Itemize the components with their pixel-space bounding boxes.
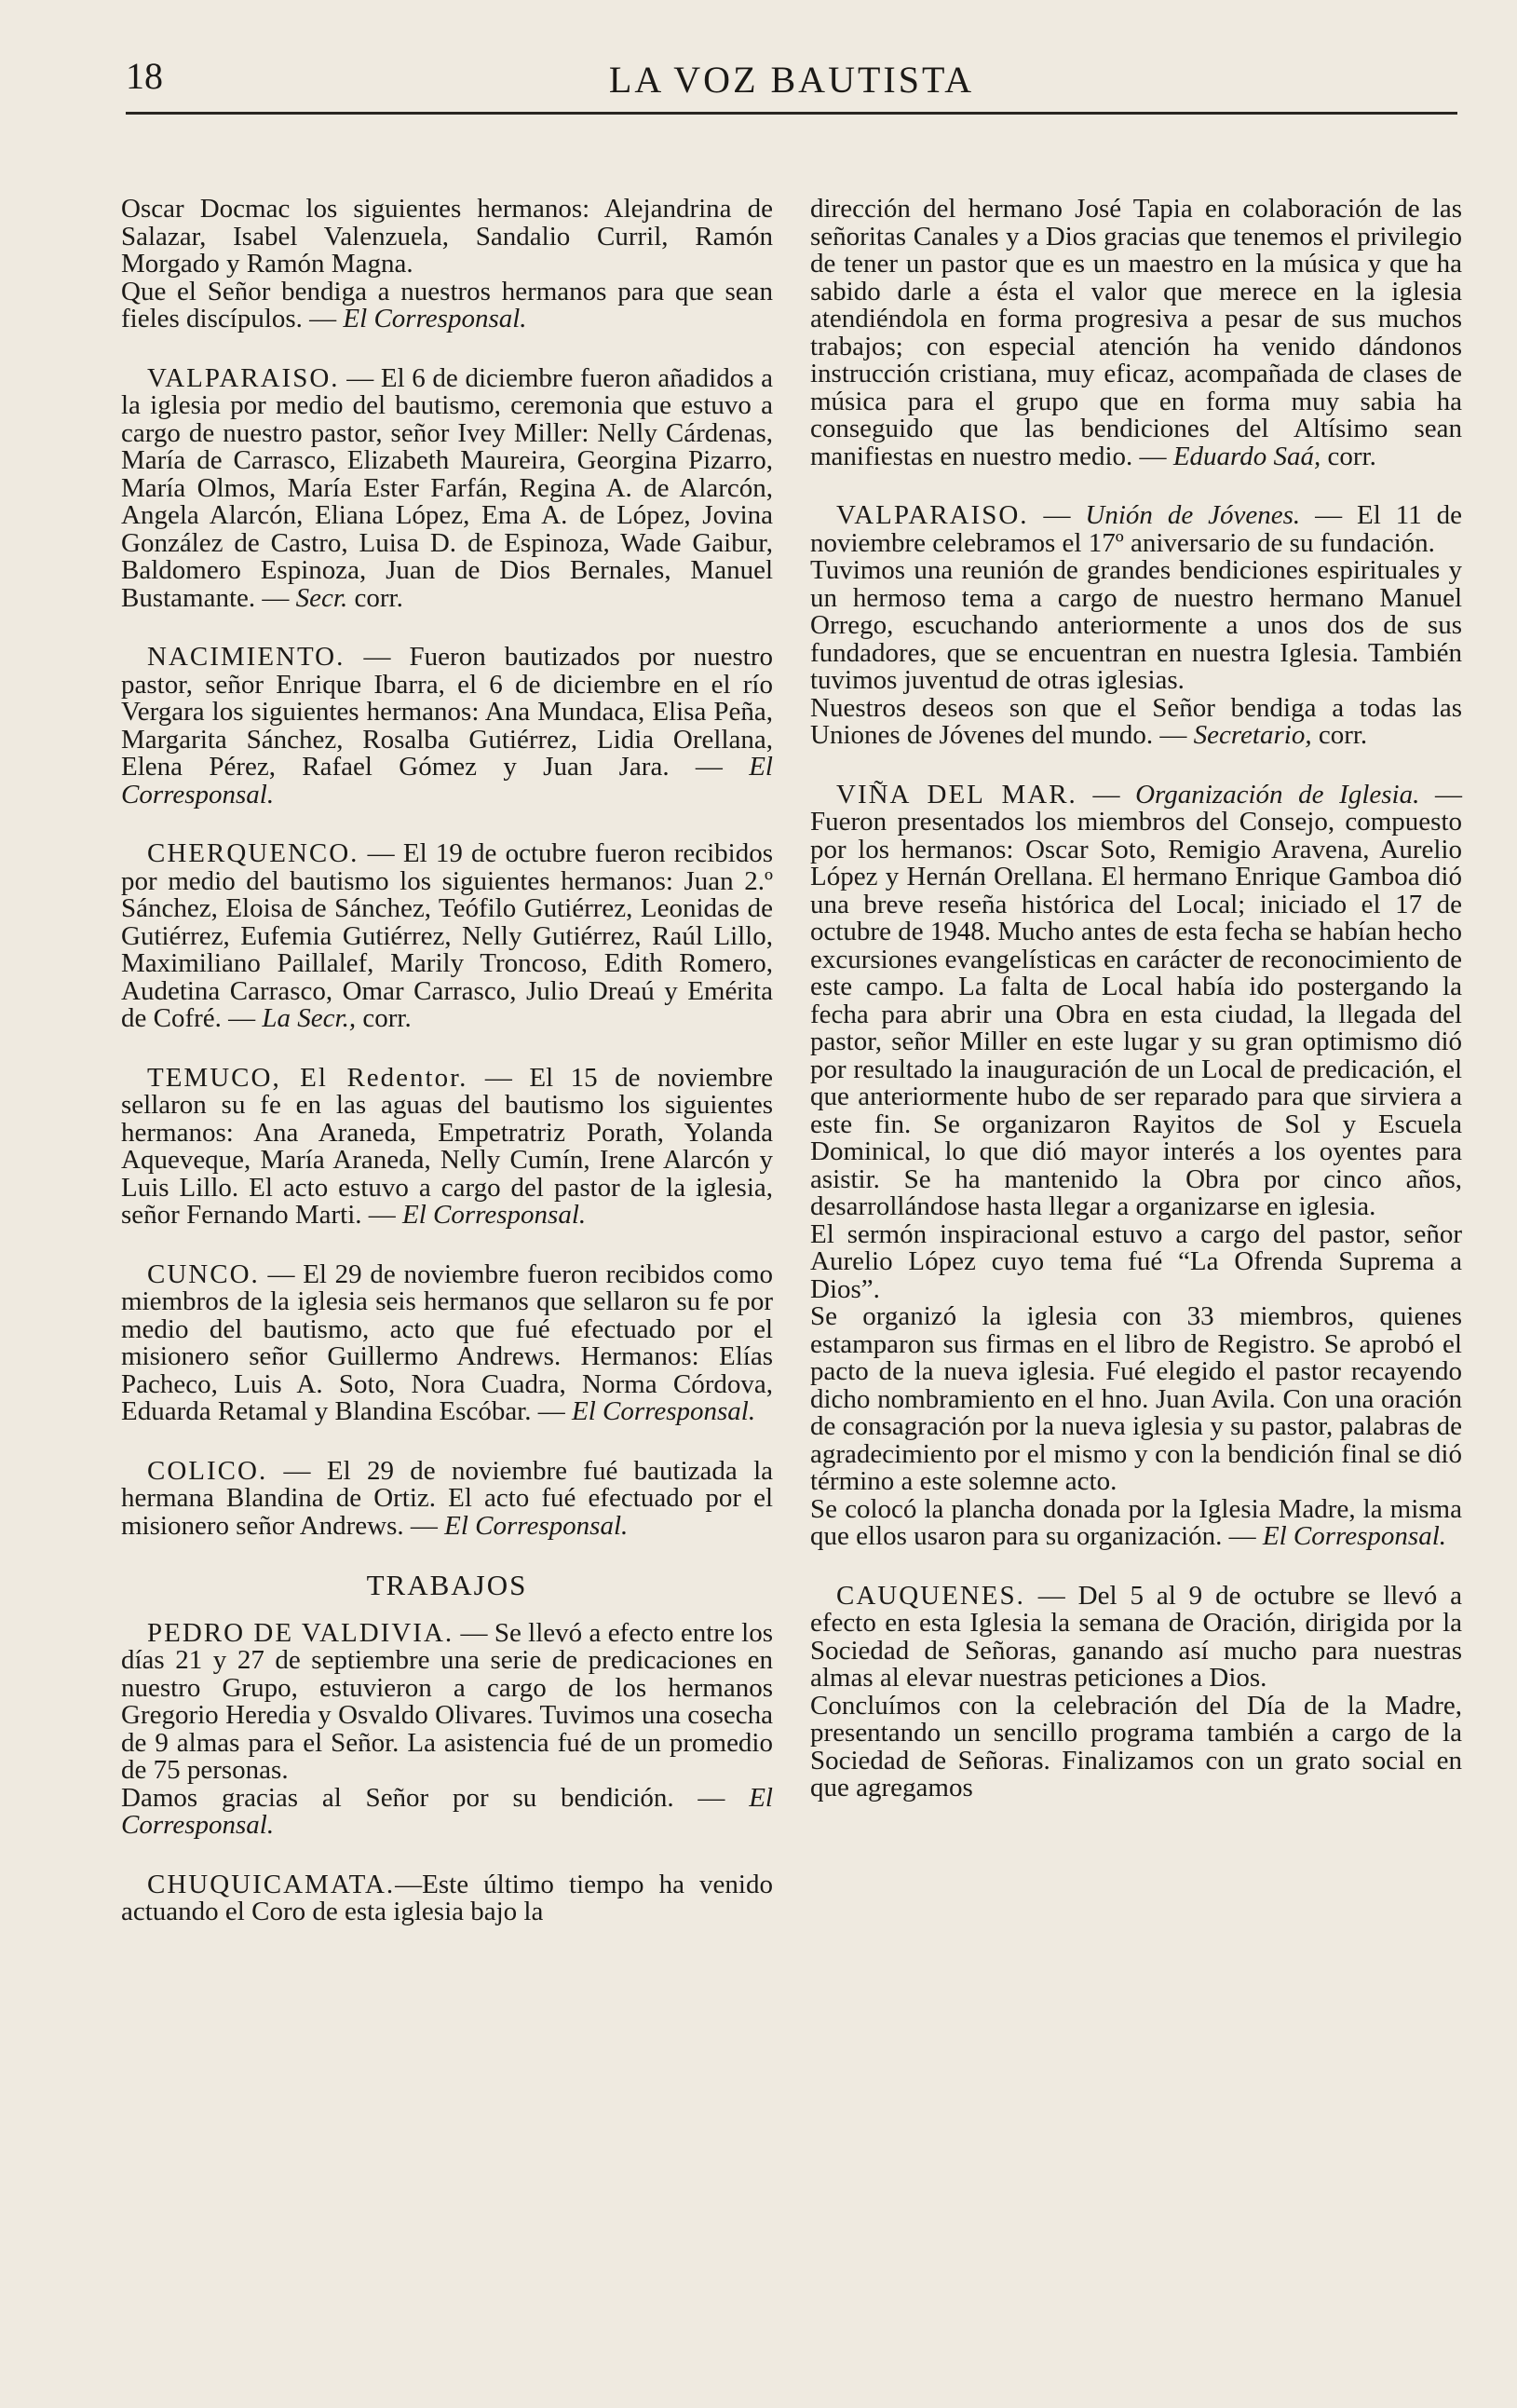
entry-text: El sermón inspiracional estuvo a cargo del pastor, señor Aurelio López cuyo tema fué “La Ofrenda Suprema a Dios”. [810,1218,1462,1304]
entry-temuco [121,1062,773,1230]
signature-tail: corr. [354,582,403,613]
place-name: CUNCO. [147,1258,260,1289]
signature: El Corresponsal. [402,1200,587,1230]
entry-text: — El 19 de octubre fueron recibidos por medio del bautismo los siguientes hermanos: Juan 2.º Sánchez, Eloisa de Sánchez, Teófilo Gutiérrez, Leonidas de Gutiérrez, Eufemia Gutiérrez, Nelly Gutiérrez, Raúl Lillo, Maximiliano Paillalef, Marily Troncoso, Edith Romero, Audetina Carrasco, Omar Carrasco, Julio Dreaú y Emérita de Cofré. — [121,838,773,1033]
entry-cunco [121,1258,774,1426]
signature: Secr. [295,582,348,613]
signature: Eduardo Saá, [1172,441,1321,471]
page-number: 18 [126,55,163,97]
entry-text: — El 6 de diciembre fueron añadidos a la iglesia por medio del bautismo, ceremonia que estuvo a cargo de nuestro pastor, señor Ivey Miller: Nelly Cárdenas, María de Carrasco, Elizabeth Maureira, Georgina Pizarro, María Olmos, María Ester Farfán, Regina A. de Alarcón, Angela Alarcón, Eliana López, Ema A. de López, Jovina González de Castro, Luisa D. de Espinoza, Wade Gaibur, Baldomero Espinoza, Juan de Dios Bernales, Manuel Bustamante. — [121,362,773,613]
signature-tail: corr. [1327,441,1376,471]
entry-text: — Del 5 al 9 de octubre se llevó a efecto en esta Iglesia la semana de Oración, dirigida por la Sociedad de Señoras, ganando así mucho para nuestras almas al elevar nuestras peticiones a Dios. [810,1580,1462,1693]
entry-valparaiso [121,362,773,613]
entry-colico [121,1455,774,1541]
entry-text: Concluímos con la celebración del Día de la Madre, presentando un sencillo programa también a cargo de la Sociedad de Señoras. Finalizamos con un grato social en que agregamos [810,1690,1462,1803]
header-rule [126,112,1457,115]
place-name: VALPARAISO. [147,362,340,393]
entry-continuation [810,196,1462,470]
place-name: NACIMIENTO. [147,642,345,672]
signature-tail: corr. [1318,720,1368,750]
signature: El Corresponsal. [343,304,527,333]
entry-cauquenes [810,1580,1462,1803]
right-column [810,196,1462,1834]
entry-text: Tuvimos una reunión de grandes bendiciones espirituales y un hermoso tema a cargo de nuestro hermano Manuel Orrego, escuchando anteriormente a unos dos de sus fundadores, que se encuentran en nuestra Iglesia. También tuvimos juventud de otras iglesias. [810,555,1462,695]
entry-pedro-de-valdivia [121,1617,773,1840]
place-name: CHERQUENCO. [147,838,359,868]
entry-text: —Este último tiempo ha venido actuando el Coro de esta iglesia bajo la [121,1869,773,1926]
place-name: VIÑA DEL MAR. [836,779,1077,809]
place-name: CHUQUICAMATA. [147,1869,396,1899]
entry-text: Damos gracias al Señor por su bendición. — [121,1782,725,1813]
entry-text: Que el Señor bendiga a nuestros hermanos para que sean fieles discípulos. — [121,276,773,333]
place-name: PEDRO DE VALDIVIA. [147,1617,454,1648]
entry-text: Nuestros deseos son que el Señor bendiga a todas las Uniones de Jóvenes del mundo. — [810,692,1462,750]
entry-text: Oscar Docmac los siguientes hermanos: Alejandrina de Salazar, Isabel Valenzuela, Sandalio Curril, Ramón Morgado y Ramón Magna. [121,194,773,279]
entry-chuquicamata [121,1871,773,1926]
entry-cherquenco [121,840,773,1033]
place-name: COLICO. [147,1455,268,1486]
place-name: TEMUCO, El Redentor. [147,1062,468,1093]
subject-title: Organización de Iglesia. [1135,779,1420,809]
signature: El Corresponsal. [121,1782,773,1840]
place-name: CAUQUENES. [836,1580,1025,1611]
entry-nacimiento [121,644,773,809]
signature: El Corresponsal. [444,1510,629,1541]
signature: El Corresponsal. [1262,1521,1446,1551]
signature: La Secr., [262,1003,357,1033]
entry-text: — El 29 de noviembre fueron recibidos como miembros de la iglesia seis hermanos que sellaron su fe por medio del bautismo, acto que fué efectuado por el misionero señor Guillermo Andrews. Hermanos: Elías Pacheco, Luis A. Soto, Nora Cuadra, Norma Córdova, Eduarda Retamal y Blandina Escóbar. — [121,1258,774,1426]
entry-text: Se colocó la plancha donada por la Iglesia Madre, la misma que ellos usaron para su organización. — [810,1493,1462,1551]
signature: Secretario, [1193,720,1312,750]
signature: El Corresponsal. [121,752,773,809]
entry-text: — Se llevó a efecto entre los días 21 y 27 de septiembre una serie de predicaciones en nuestro Grupo, estuvieron a cargo de los hermanos Gregorio Heredia y Osvaldo Olivares. Tuvimos una cosecha de 9 almas para el Señor. La asistencia fué de un promedio de 75 personas. [121,1617,773,1785]
entry-text: dirección del hermano José Tapia en colaboración de las señoritas Canales y a Dios gracias que tenemos el privilegio de tener un pastor que es un maestro en la música y que ha sabido darle a ésta el valor que merece en la iglesia atendiéndola en forma progresiva a pesar de sus muchos trabajos; con especial atención ha venido dándonos instrucción cristiana, muy eficaz, acompañada de clases de música para el grupo que en forma muy sabia ha conseguido que las bendiciones del Altísimo sean manifiestas en nuestro medio. — [810,194,1462,471]
subject-title: Unión de Jóvenes. [1085,500,1301,530]
entry-text: — Fueron presentados los miembros del Consejo, compuesto por los hermanos: Oscar Soto, Remigio Aravena, Aurelio López y Hernán Orellana. El hermano Enrique Gamboa dió una breve reseña histórica del Local; iniciado el 17 de octubre de 1948. Mucho antes de esta fecha se habían hecho excursiones evangelísticas en carácter de reconocimiento de este campo. La falta de Local había ido postergando la fecha para abrir una Obra en esta ciudad, la llegada del pastor, señor Miller en este lugar y su gran optimismo dió por resultado la inauguración de un Local de predicación, el que anteriormente hubo de ser reparado para que sirviera a este fin. Se organizaron Rayitos de Sol y Escuela Dominical, lo que dió mayor interés a los oyentes para asistir. Se ha mantenido la Obra por cinco años, desarrollándose hasta llegar a organizarse en iglesia. [810,779,1463,1221]
entry-text: — El 15 de noviembre sellaron su fe en las aguas del bautismo los siguientes hermanos: Ana Araneda, Empetratriz Porath, Yolanda Aqueveque, María Araneda, Nelly Cumín, Irene Alarcón y Luis Lillo. El acto estuvo a cargo del pastor de la iglesia, señor Fernando Marti. — [121,1062,773,1230]
left-column [121,196,773,1958]
entry-text: — El 11 de noviembre celebramos el 17º aniversario de su fundación. [810,500,1462,558]
entry-opening [121,196,773,333]
page-header [126,45,1457,119]
entry-vina-del-mar: VIÑA DEL MAR. — Organización de Iglesia. — Fueron presentados los miembros del Consejo, compuesto por los hermanos: Oscar Soto, Remigio Aravena, Aurelio López y Hernán Orellana. El hermano Enrique Gamboa dió una breve reseña histórica del Local; iniciado el 17 de octubre de 1948. Mucho antes de esta fecha se habían hecho excursiones evangelísticas en carácter de reconocimiento de este campo. La falta de Local había ido postergando la fecha para abrir una Obra en esta ciudad, la llegada del pastor, señor Miller en este lugar y su gran optimismo dió por resultado la inauguración de un Local de predicación, el que anteriormente hubo de ser reparado para que sirviera a este fin. Se organizaron Rayitos de Sol y Escuela Dominical, lo que dió mayor interés a los oyentes para asistir. Se ha mantenido la Obra por cinco años, desarrollándose hasta llegar a organizarse en iglesia. El sermón inspiracional estuvo a cargo del pastor, señor Aurelio López cuyo tema fué “La Ofrenda Suprema a Dios”. Se organizó la iglesia con 33 miembros, quienes estamparon sus firmas en el libro de Registro. Se aprobó el pacto de la nueva iglesia. Fué elegido el pastor recayendo dicho nombramiento en el hno. Juan Avila. Con una oración de consagración por la nueva iglesia y su pastor, palabras de agradecimiento por el mismo y con la bendición final se dió término a este solemne acto. Se colocó la plancha donada por la Iglesia Madre, la misma que ellos usaron para su organización. — El Corresponsal. [810,779,1463,1551]
entry-valparaiso-jovenes: VALPARAISO. — Unión de Jóvenes. — El 11 de noviembre celebramos el 17º aniversario de su fundación. Tuvimos una reunión de grandes bendiciones espirituales y un hermoso tema a cargo de nuestro hermano Manuel Orrego, escuchando anteriormente a unos dos de sus fundadores, que se encuentran en nuestra Iglesia. También tuvimos juventud de otras iglesias. Nuestros deseos son que el Señor bendiga a todas las Uniones de Jóvenes del mundo. — Secretario, corr. [810,500,1462,750]
signature: El Corresponsal. [572,1396,756,1426]
place-name: VALPARAISO. [836,500,1029,530]
running-title: LA VOZ BAUTISTA [608,59,975,101]
entry-text: — Fueron bautizados por nuestro pastor, señor Enrique Ibarra, el 6 de diciembre en el río Vergara los siguientes hermanos: Ana Mundaca, Elisa Peña, Margarita Sánchez, Rosalba Gutiérrez, Lidia Orellana, Elena Pérez, Rafael Gómez y Juan Jara. — [121,642,774,782]
signature-tail: corr. [362,1003,412,1033]
entry-text: — El 29 de noviembre fué bautizada la hermana Blandina de Ortiz. El acto fué efectuado por el misionero señor Andrews. — [121,1455,774,1541]
entry-text: Se organizó la iglesia con 33 miembros, quienes estamparon sus firmas en el libro de Registro. Se aprobó el pacto de la nueva iglesia. Fué elegido el pastor recayendo dicho nombramiento en el hno. Juan Avila. Con una oración de consagración por la nueva iglesia y su pastor, palabras de agradecimiento por el mismo y con la bendición final se dió término a este solemne acto. [810,1301,1462,1496]
section-heading: TRABAJOS [366,1569,528,1601]
